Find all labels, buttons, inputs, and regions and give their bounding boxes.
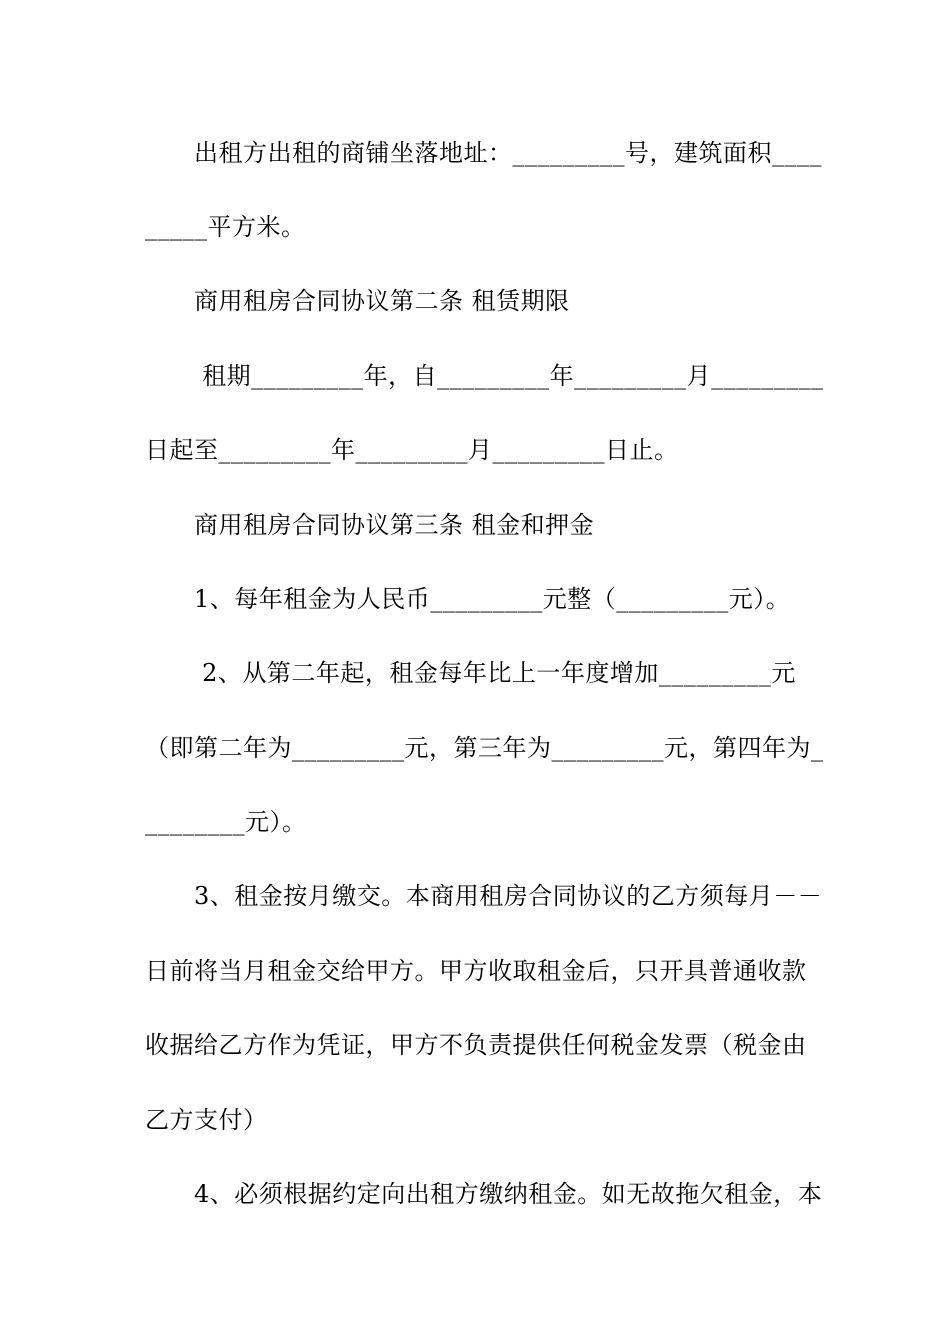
text-line-payment-receipt: 日前将当月租金交给甲方。甲方收取租金后，只开具普通收款	[145, 957, 807, 985]
text-line-rent-years: （即第二年为_________元，第三年为_________元，第四年为_	[145, 734, 824, 762]
text-line-tax-payer: 乙方支付）	[145, 1106, 268, 1134]
text-line-area: _____平方米。	[145, 213, 306, 241]
text-line-rent-years-end: ________元）。	[145, 808, 307, 836]
text-line-overdue-rent: 4、必须根据约定向出租方缴纳租金。如无故拖欠租金，本	[145, 1180, 823, 1208]
text-line-receipt-tax: 收据给乙方作为凭证，甲方不负责提供任何税金发票（税金由	[145, 1031, 807, 1059]
clause-heading-rent-deposit: 商用租房合同协议第三条 租金和押金	[145, 511, 595, 539]
text-line-lease-end: 日起至_________年_________月_________日止。	[145, 436, 679, 464]
text-line-annual-rent: 1、每年租金为人民币_________元整（_________元）。	[145, 585, 791, 613]
text-line-lease-period: 租期_________年，自_________年_________月_________	[145, 362, 824, 390]
clause-heading-lease-term: 商用租房合同协议第二条 租赁期限	[145, 287, 570, 315]
text-line-rent-increase: 2、从第二年起，租金每年比上一年度增加_________元	[145, 659, 796, 687]
text-line-address: 出租方出租的商铺坐落地址：_________号，建筑面积____	[145, 139, 822, 167]
text-line-monthly-payment: 3、租金按月缴交。本商用租房合同协议的乙方须每月－－	[145, 882, 823, 910]
